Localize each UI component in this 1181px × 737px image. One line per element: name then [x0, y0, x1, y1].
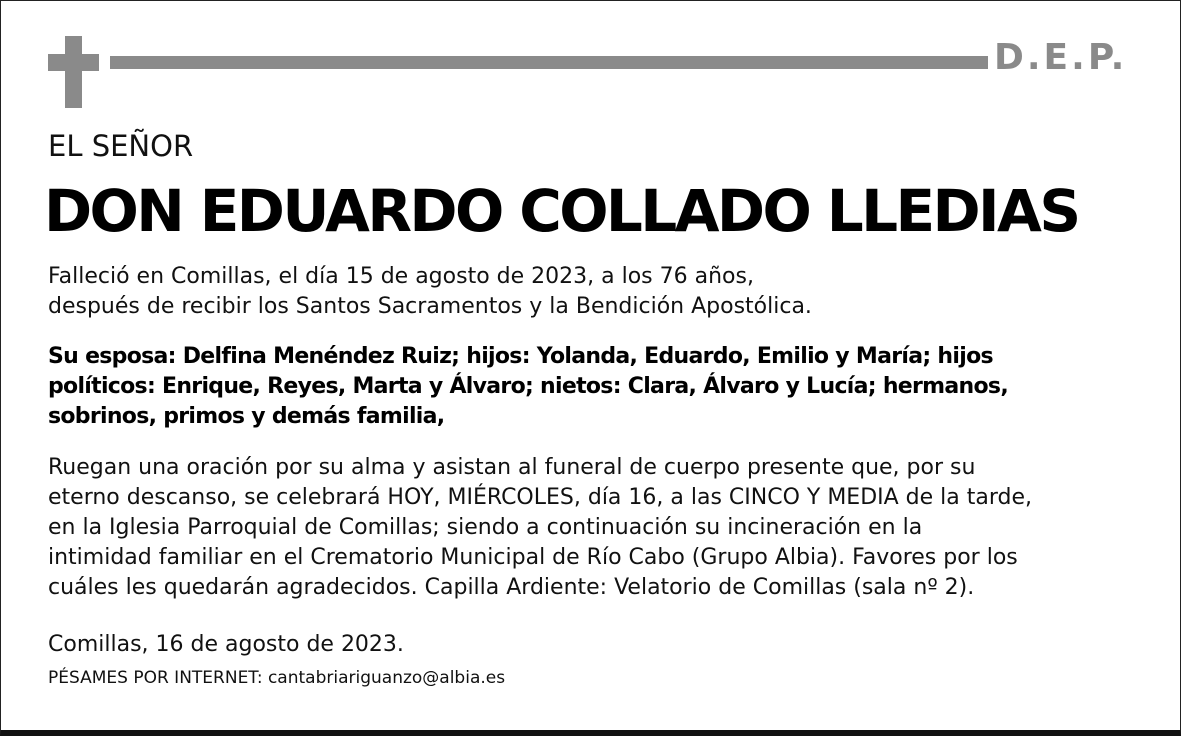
- family-line: sobrinos, primos y demás familia,: [48, 404, 445, 429]
- funeral-line: eterno descanso, se celebrará HOY, MIÉRCOLES, día 16, a las CINCO Y MEDIA de la tarde,: [48, 485, 1033, 510]
- family-line: políticos: Enrique, Reyes, Marta y Álvaro; nietos: Clara, Álvaro y Lucía; hermanos,: [48, 374, 1008, 399]
- honorific: EL SEÑOR: [48, 129, 194, 163]
- family-paragraph: [48, 342, 1158, 432]
- death-line: Falleció en Comillas, el día 15 de agosto de 2023, a los 76 años,: [48, 264, 754, 289]
- funeral-paragraph: [48, 453, 1158, 603]
- death-paragraph: [48, 262, 1158, 322]
- deceased-name: DON EDUARDO COLLADO LLEDIAS: [44, 177, 1079, 245]
- header-rule: [110, 56, 988, 69]
- death-line: después de recibir los Santos Sacramentos y la Bendición Apostólica.: [48, 294, 812, 319]
- place-date: Comillas, 16 de agosto de 2023.: [48, 632, 404, 657]
- funeral-line: Ruegan una oración por su alma y asistan al funeral de cuerpo presente que, por su: [48, 455, 976, 480]
- family-line: Su esposa: Delfina Menéndez Ruiz; hijos: Yolanda, Eduardo, Emilio y María; hijos: [48, 344, 993, 369]
- dep-label: D.E.P.: [994, 37, 1128, 78]
- funeral-line: intimidad familiar en el Crematorio Municipal de Río Cabo (Grupo Albia). Favores por los: [48, 545, 1018, 570]
- funeral-line: en la Iglesia Parroquial de Comillas; siendo a continuación su incineración en la: [48, 515, 923, 540]
- funeral-line: cuáles les quedarán agradecidos. Capilla Ardiente: Velatorio de Comillas (sala nº 2).: [48, 575, 975, 600]
- condolences-contact: PÉSAMES POR INTERNET: cantabriariguanzo@albia.es: [48, 668, 506, 688]
